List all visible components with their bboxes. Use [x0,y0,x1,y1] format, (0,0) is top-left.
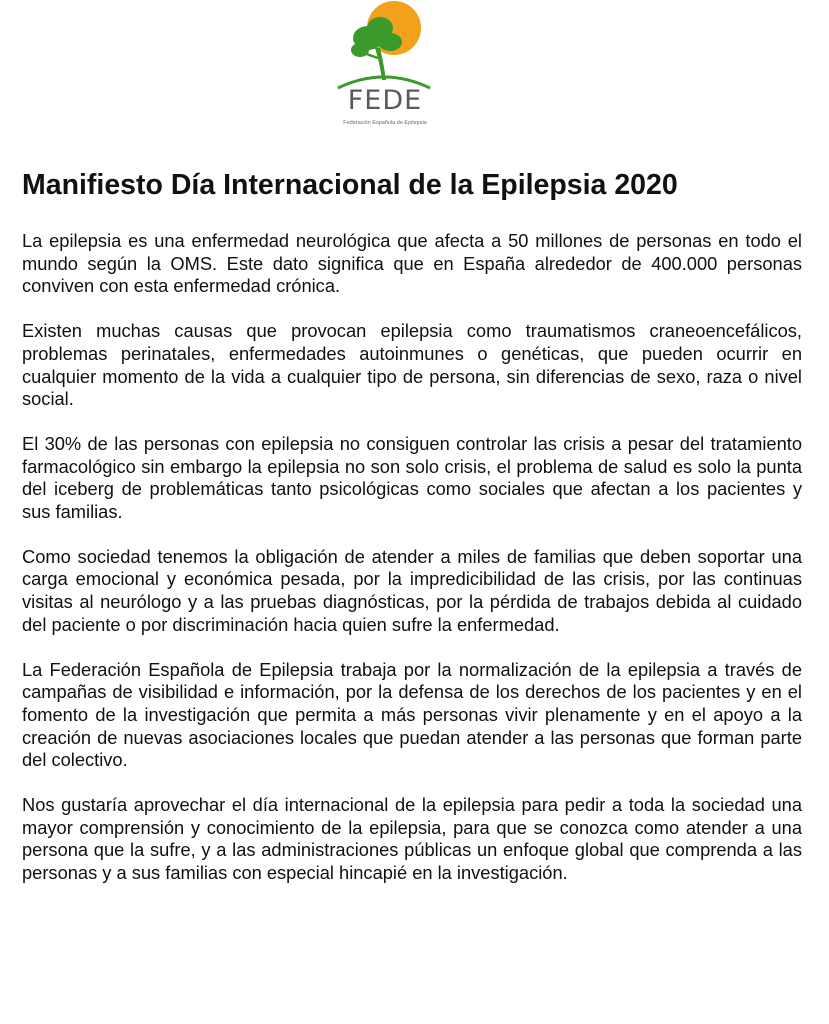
logo-tagline: Federación Española de Epilepsia [343,120,427,126]
tree-sun-emblem-icon [320,0,450,95]
paragraph-5: La Federación Española de Epilepsia trabaja por la normalización de la epilepsia a través de campañas de visibilidad e información, por la defensa de los derechos de los pacientes y en el fomento de la investigación que permita a más personas vivir plenamente y en el apoyo a la creación de nuevas asociaciones locales que puedan atender a las personas que forman parte del colectivo. [22,658,802,771]
logo-wordmark: FEDE [347,85,423,116]
paragraph-4: Como sociedad tenemos la obligación de atender a miles de familias que deben soportar una carga emocional y económica pesada, por la impredicibilidad de las crisis, por las continuas visitas al neurólogo y a las pruebas diagnósticas, por la pérdida de trabajos debida al cuidado del paciente o por discriminación hacia quien sufre la enfermedad. [22,545,802,635]
paragraph-6: Nos gustaría aprovechar el día internacional de la epilepsia para pedir a toda la sociedad una mayor comprensión y conocimiento de la epilepsia, para que se conozca como atender a una persona que la sufre, y a las administraciones públicas un enfoque global que comprenda a las personas y a sus familias con especial hincapié en la investigación. [22,794,802,884]
document-body [22,230,802,907]
document-title: Manifiesto Día Internacional de la Epilepsia 2020 [22,169,678,201]
paragraph-3: El 30% de las personas con epilepsia no consiguen controlar las crisis a pesar del tratamiento farmacológico sin embargo la epilepsia no son solo crisis, el problema de salud es solo la punta del iceberg de problemáticas tanto psicológicas como sociales que afectan a los pacientes y sus familias. [22,432,802,523]
paragraph-1: La epilepsia es una enfermedad neurológica que afecta a 50 millones de personas en todo el mundo según la OMS. Este dato significa que en España alrededor de 400.000 personas conviven con esta enfermedad crónica. [22,230,802,297]
fede-logo [320,0,450,135]
paragraph-2: Existen muchas causas que provocan epilepsia como traumatismos craneoencefálicos, problemas perinatales, enfermedades autoinmunes o genéticas, que pueden ocurrir en cualquier momento de la vida a cualquier tipo de persona, sin diferencias de sexo, raza o nivel social. [22,320,802,410]
